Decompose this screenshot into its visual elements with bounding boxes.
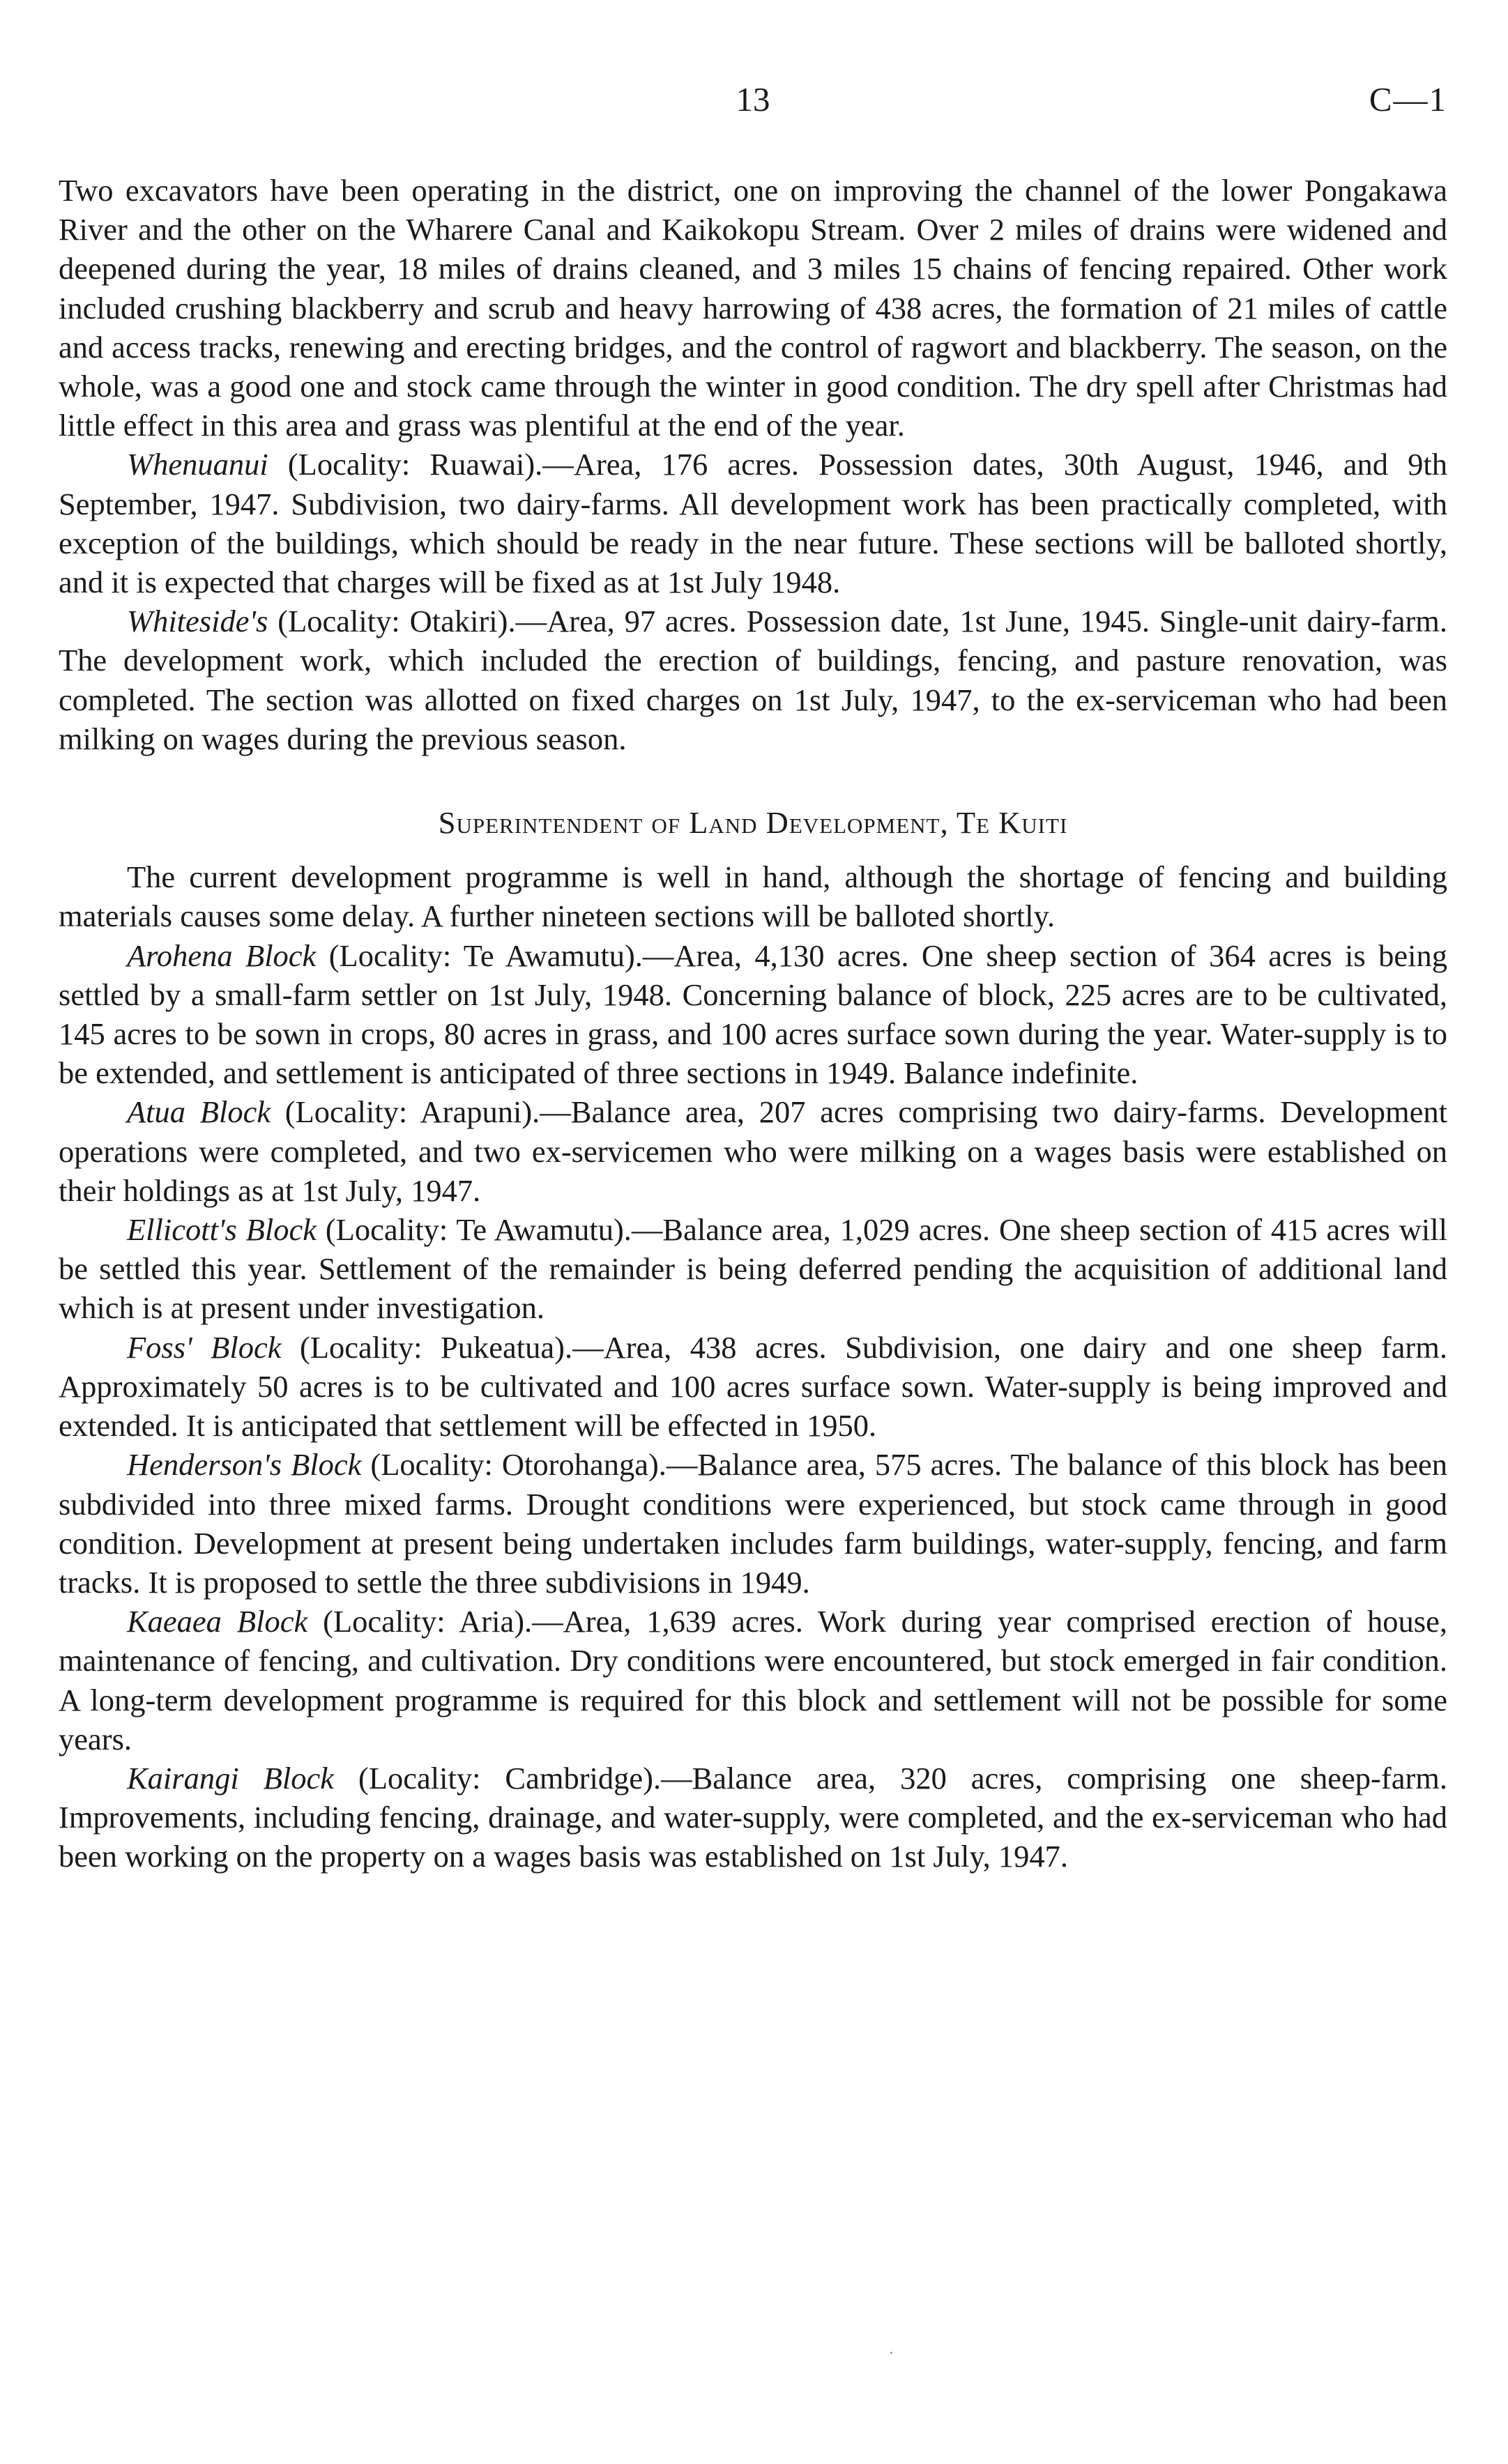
entry-name: Ellicott's Block — [127, 1212, 317, 1248]
entry-name: Arohena Block — [127, 938, 317, 973]
page-header — [59, 75, 1447, 124]
entry-text: (Locality: Otakiri).—Area, 97 acres. Possession date, 1st June, 1945. Single-unit dairy-farm. The development work, which included the erection of buildings, fencing, and pasture renovation, was completed. The section was allotted on fixed charges on 1st July, 1947, to the ex-serviceman who had been milking on wages during the previous season. — [59, 604, 1447, 756]
entry-name: Kaeaea Block — [127, 1604, 308, 1639]
entry-paragraph — [59, 1328, 1447, 1446]
entry-paragraph — [59, 1602, 1447, 1759]
entry-name: Whenuanui — [127, 447, 268, 482]
entry-text: (Locality: Pukeatua).—Area, 438 acres. Subdivision, one dairy and one sheep farm. Approximately 50 acres is to be cultivated and 100 acres surface sown. Water-supply is being improved and extended. It is anticipated that settlement will be effected in 1950. — [59, 1329, 1447, 1444]
entry-text: (Locality: Cambridge).—Balance area, 320 acres, comprising one sheep-farm. Improvements, including fencing, drainage, and water-supply, were completed, and the ex-serviceman who had been working on the property on a wages basis was established on 1st July, 1947. — [59, 1760, 1448, 1874]
entry-text: (Locality: Arapuni).—Balance area, 207 acres comprising two dairy-farms. Development operations were completed, and two ex-servicemen who were milking on a wages basis were established on their holdings as at 1st July, 1947. — [59, 1094, 1447, 1208]
entry-text: (Locality: Te Awamutu).—Balance area, 1,029 acres. One sheep section of 415 acres will be settled this year. Settlement of the remainder is being deferred pending the acquisition of additional land which is at present under investigation. — [59, 1212, 1447, 1326]
entry-name: Atua Block — [127, 1094, 271, 1130]
intro-paragraph: Two excavators have been operating in the district, one on improving the channel of the lower Pongakawa River and the other on the Wharere Canal and Kaikokopu Stream. Over 2 miles of drains were widened and deepened during the year, 18 miles of drains cleaned, and 3 miles 15 chains of fencing repaired. Other work included crushing blackberry and scrub and heavy harrowing of 438 acres, the formation of 21 miles of cattle and access tracks, renewing and erecting bridges, and the control of ragwort and blackberry. The season, on the whole, was a good one and stock came through the winter in good condition. The dry spell after Christmas had little effect in this area and grass was plentiful at the end of the year. — [59, 173, 1447, 443]
entry-text: (Locality: Ruawai).—Area, 176 acres. Possession dates, 30th August, 1946, and 9th September, 1947. Subdivision, two dairy-farms. All development work has been practically completed, with exception of the buildings, which should be ready in the near future. These sections will be balloted shortly, and it is expected that charges will be fixed as at 1st July 1948. — [59, 447, 1447, 600]
entry-paragraph — [59, 936, 1447, 1093]
entry-text: (Locality: Otorohanga).—Balance area, 575 acres. The balance of this block has been subdivided into three mixed farms. Drought conditions were experienced, but stock came through in good condition. Development at present being undertaken includes farm buildings, water-supply, fencing, and farm tracks. It is proposed to settle the three subdivisions in 1949. — [59, 1447, 1447, 1600]
section-heading: Superintendent of Land Development, Te Kuiti — [438, 805, 1068, 841]
entry-name: Foss' Block — [127, 1329, 282, 1365]
entry-text: (Locality: Te Awamutu).—Area, 4,130 acres. One sheep section of 364 acres is being settled by a small-farm settler on 1st July, 1948. Concerning balance of block, 225 acres are to be cultivated, 145 acres to be sown in crops, 80 acres in grass, and 100 acres surface sown during the year. Water-supply is to be extended, and settlement is anticipated of three sections in 1949. Balance indefinite. — [59, 938, 1447, 1091]
entry-paragraph — [59, 1445, 1447, 1602]
entry-paragraph — [59, 1210, 1447, 1328]
section-intro: The current development programme is well in hand, although the shortage of fencing and building materials causes some delay. A further nineteen sections will be balloted shortly. — [59, 859, 1447, 934]
document-code: C—1 — [1369, 80, 1447, 118]
page-number: 13 — [736, 80, 770, 118]
entry-name: Henderson's Block — [127, 1447, 362, 1483]
entry-paragraph — [59, 602, 1447, 758]
entry-name: Kairangi Block — [127, 1760, 335, 1796]
entry-paragraph — [59, 445, 1447, 602]
body-text — [59, 171, 1447, 1876]
print-speck — [890, 2352, 892, 2354]
entry-paragraph — [59, 1092, 1447, 1210]
entry-name: Whiteside's — [127, 604, 268, 639]
entry-paragraph — [59, 1759, 1447, 1876]
entry-text: (Locality: Aria).—Area, 1,639 acres. Work during year comprised erection of house, maintenance of fencing, and cultivation. Dry conditions were encountered, but stock emerged in fair condition. A long-term development programme is required for this block and settlement will not be possible for some years. — [59, 1604, 1447, 1757]
